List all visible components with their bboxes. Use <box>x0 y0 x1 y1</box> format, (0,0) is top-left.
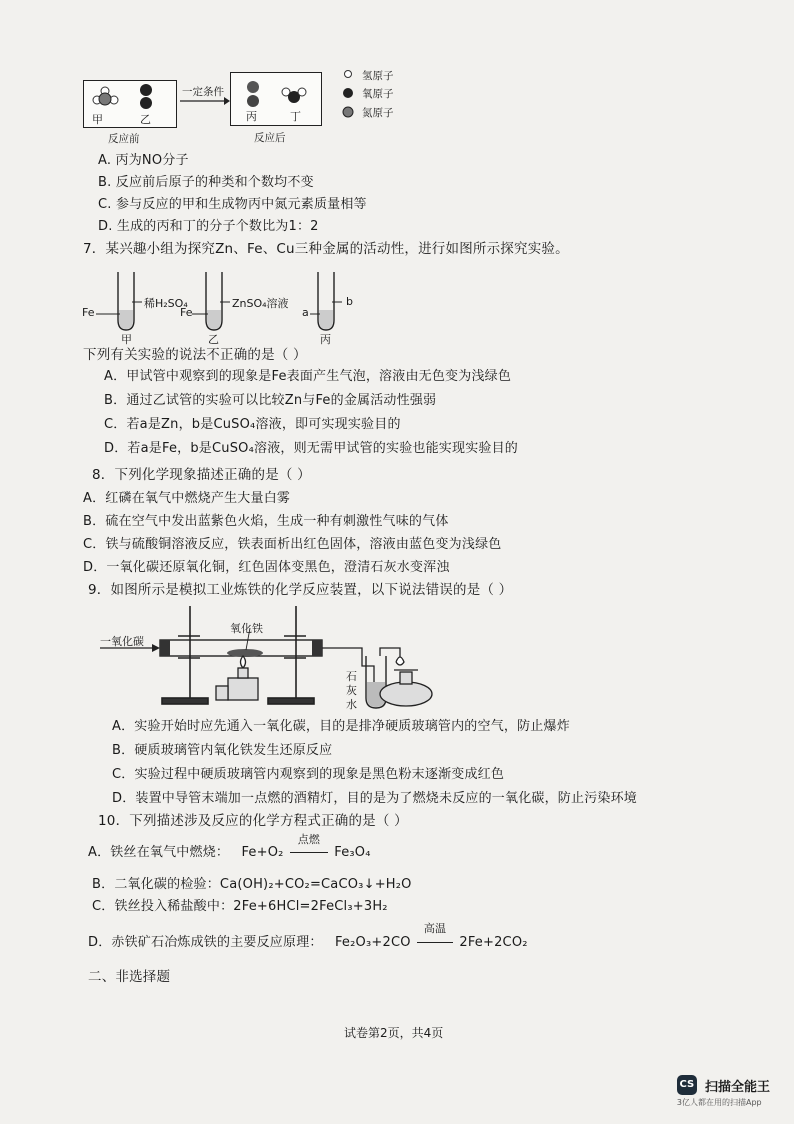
label-after: 反应后 <box>254 132 286 144</box>
q9-stem: 9．如图所示是模拟工业炼铁的化学反应装置，以下说法错误的是（ ） <box>88 582 513 598</box>
hydrogen-atom <box>345 71 352 78</box>
q7-option-b: B．通过乙试管的实验可以比较Zn与Fe的金属活动性强弱 <box>104 393 437 408</box>
q10-option-d-condition-wrap <box>415 922 455 952</box>
scanner-logo-icon: CS <box>677 1075 697 1095</box>
q8-option-d: D．一氧化碳还原氧化铜，红色固体变黑色，澄清石灰水变浑浊 <box>83 560 450 575</box>
scanner-title: 扫描全能王 <box>704 1079 770 1095</box>
oxygen-atom <box>140 84 152 96</box>
q10-option-a-condition-wrap <box>288 833 330 862</box>
legend-oxygen: 氧原子 <box>362 88 394 100</box>
test-tubes-diagram <box>96 268 366 340</box>
legend-nitrogen: 氮原子 <box>362 107 394 119</box>
q10-option-b: B．二氧化碳的检验：Ca(OH)₂+CO₂=CaCO₃↓+H₂O <box>92 877 412 892</box>
q9-option-b: B．硬质玻璃管内氧化铁发生还原反应 <box>112 743 333 758</box>
q10-option-a-condition: 点燃 <box>297 833 321 846</box>
arrow-condition: 一定条件 <box>182 86 224 98</box>
q7-option-a: A．甲试管中观察到的现象是Fe表面产生气泡，溶液由无色变为浅绿色 <box>104 369 512 384</box>
limewater-label-2: 灰 <box>346 684 357 697</box>
q7-option-d: D．若a是Fe，b是CuSO₄溶液，则无需甲试管的实验也能实现实验目的 <box>104 441 519 456</box>
tube-yi-metal: Fe <box>180 306 193 319</box>
q7-stem: 7．某兴趣小组为探究Zn、Fe、Cu三种金属的活动性，进行如图所示探究实验。 <box>83 241 569 257</box>
tail-gas-burner <box>380 657 432 706</box>
test-tube-jia <box>96 272 142 330</box>
page-footer: 试卷第2页，共4页 <box>344 1026 444 1040</box>
label-before: 反应前 <box>108 133 140 145</box>
q9-option-c: C．实验过程中硬质玻璃管内观察到的现象是黑色粉末逐渐变成红色 <box>112 767 505 782</box>
q10-option-d-condition: 高温 <box>423 922 447 935</box>
q6-option-d: D. 生成的丙和丁的分子个数比为1：2 <box>98 219 319 234</box>
test-tube-bing <box>310 272 342 330</box>
q10-option-d-right: 2Fe+2CO₂ <box>459 935 528 950</box>
q6-option-a: A. 丙为NO分子 <box>98 153 189 168</box>
oxygen-atom <box>343 88 353 98</box>
limewater-label-1: 石 <box>346 670 357 683</box>
co-label: 一氧化碳 <box>100 635 144 648</box>
tube-bing-name: 丙 <box>320 333 331 346</box>
iron-oxide-powder <box>227 649 263 657</box>
q10-option-c: C．铁丝投入稀盐酸中：2Fe+6HCl=2FeCl₃+3H₂ <box>92 899 388 914</box>
scanner-watermark <box>677 1075 770 1109</box>
nitrogen-atom <box>343 107 353 117</box>
q8-stem: 8．下列化学现象描述正确的是（ ） <box>92 467 311 483</box>
nitrogen-atom <box>247 95 259 107</box>
q8-option-c: C．铁与硫酸铜溶液反应，铁表面析出红色固体，溶液由蓝色变为浅绿色 <box>83 537 502 552</box>
product-molecules <box>231 72 321 124</box>
legend-hydrogen: 氢原子 <box>362 70 394 82</box>
label-ding: 丁 <box>290 110 301 123</box>
q10-option-d-left: Fe₂O₃+2CO <box>334 935 411 950</box>
hydrogen-atom <box>298 88 306 96</box>
atom-legend-icons <box>340 68 356 122</box>
alcohol-lamp <box>216 656 258 700</box>
q10-option-a-left: Fe+O₂ <box>241 845 284 860</box>
q10-stem: 10．下列描述涉及反应的化学方程式正确的是（ ） <box>98 813 408 829</box>
section-heading: 二、非选择题 <box>88 969 171 985</box>
q10-option-d-text: D．赤铁矿石冶炼成铁的主要反应原理： <box>88 935 323 950</box>
iron-stand-right <box>268 606 314 704</box>
nitrogen-atom <box>99 93 111 105</box>
equation-arrow-line <box>417 942 453 943</box>
q10-option-a-text: A．铁丝在氧气中燃烧： <box>88 845 230 860</box>
q7-option-c: C．若a是Zn，b是CuSO₄溶液，即可实现实验目的 <box>104 417 401 432</box>
q10-option-a-right: Fe₃O₄ <box>334 845 371 860</box>
fe2o3-label: 氧化铁 <box>230 622 263 635</box>
q9-option-d: D．装置中导管末端加一点燃的酒精灯，目的是为了燃烧未反应的一氧化碳，防止污染环境 <box>112 791 638 806</box>
nitrogen-atom <box>247 81 259 93</box>
q6-option-b: B. 反应前后原子的种类和个数均不变 <box>98 175 314 190</box>
reaction-arrow <box>180 96 230 106</box>
q6-option-c: C. 参与反应的甲和生成物丙中氮元素质量相等 <box>98 197 367 212</box>
tube-yi-solution: ZnSO₄溶液 <box>232 297 289 310</box>
q8-option-b: B．硫在空气中发出蓝紫色火焰，生成一种有刺激性气味的气体 <box>83 514 449 529</box>
label-jia: 甲 <box>92 113 103 126</box>
q10-option-a <box>88 833 371 862</box>
tube-yi-name: 乙 <box>208 333 219 346</box>
oxygen-atom <box>140 97 152 109</box>
q7-question: 下列有关实验的说法不正确的是（ ） <box>83 347 307 363</box>
iron-smelting-apparatus <box>100 602 460 710</box>
label-bing: 丙 <box>246 110 257 123</box>
limewater-label-3: 水 <box>346 698 357 711</box>
tube-bing-a: a <box>302 306 309 319</box>
label-yi: 乙 <box>140 113 151 126</box>
equation-arrow-line <box>290 852 328 853</box>
tube-bing-b: b <box>346 295 353 308</box>
q8-option-a: A．红磷在氧气中燃烧产生大量白雾 <box>83 491 291 506</box>
tube-jia-name: 甲 <box>121 333 132 346</box>
tube-jia-solution: 稀H₂SO₄ <box>144 297 188 310</box>
scanner-subtitle: 3亿人都在用的扫描App <box>676 1098 762 1107</box>
test-tube-yi <box>192 272 230 330</box>
q10-option-d <box>88 922 528 952</box>
tube-jia-metal: Fe <box>82 306 95 319</box>
q9-option-a: A．实验开始时应先通入一氧化碳，目的是排净硬质玻璃管内的空气，防止爆炸 <box>112 719 570 734</box>
